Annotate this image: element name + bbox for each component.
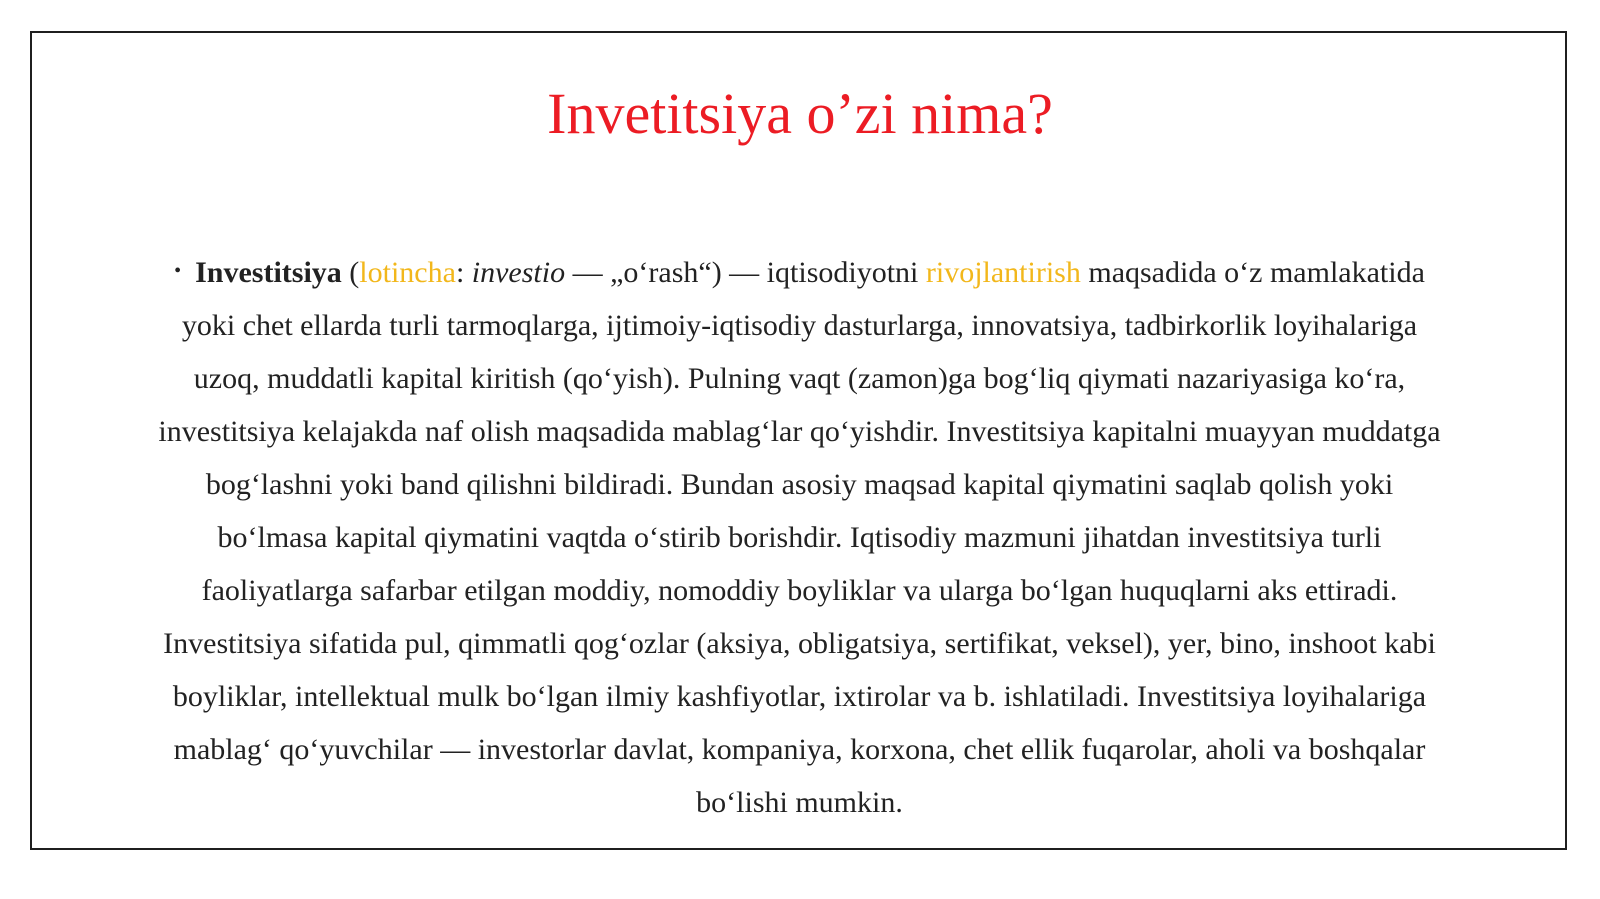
etymology-text: — „o‘rash“) — iqtisodiyotni [565,256,926,289]
link-rivojlantirish[interactable]: rivojlantirish [925,256,1081,289]
latin-word: investio [471,256,566,289]
term-investitsiya: Investitsiya [195,256,342,289]
paragraph-body: maqsadida o‘z mamlakatida yoki chet ellarda turli tarmoqlarga, ijtimoiy-iqtisodiy dasturlarga, innovatsiya, tadbirkorlik loyihalariga uzoq, muddatli kapital kiritish (qo‘yish). Pulning vaqt (zamon)ga bog‘liq qiymati nazariyasiga ko‘ra, investitsiya kelajakda naf olish maqsadida mablag‘lar qo‘yishdir. Investitsiya kapitalni muayyan muddatga bog‘lashni yoki band qilishni bildiradi. Bundan asosiy maqsad kapital qiymatini saqlab qolish yoki bo‘lmasa kapital qiymatini vaqtda o‘stirib borishdir. Iqtisodiy mazmuni jihatdan investitsiya turli faoliyatlarga safarbar etilgan moddiy, nomoddiy boyliklar va ularga bo‘lgan huquqlarni aks ettiradi. Investitsiya sifatida pul, qimmatli qog‘ozlar (aksiya, obligatsiya, sertifikat, veksel), yer, bino, inshoot kabi boyliklar, intellektual mulk bo‘lgan ilmiy kashfiyotlar, ixtirolar va b. ishlatiladi. Investitsiya loyihalariga mablag‘ qo‘yuvchilar — investorlar davlat, kompaniya, korxona, chet ellik fuqarolar, aholi va boshqalar bo‘lishi mumkin. [158,256,1441,819]
paren-open: ( [341,256,360,289]
body-paragraph [148,245,1451,829]
bullet-icon: • [174,260,182,282]
link-lotincha[interactable]: lotincha [359,256,456,289]
colon-text: : [455,256,472,289]
slide-title: Invetitsiya o’zi nima? [547,81,1053,146]
